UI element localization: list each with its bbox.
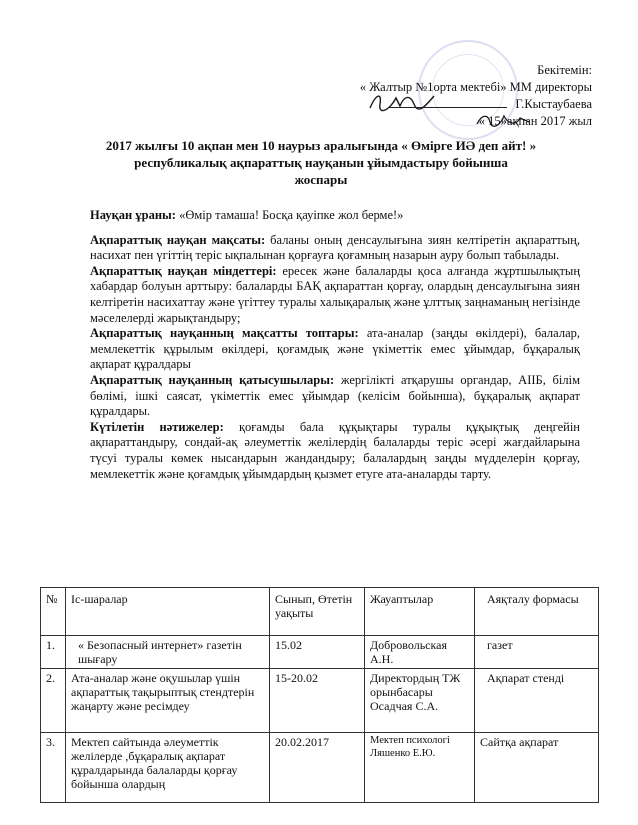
- approval-date: « 15»ақпан 2017 жыл: [478, 113, 592, 128]
- table-row: [41, 669, 599, 733]
- table-row: [41, 636, 599, 669]
- title-line-1: 2017 жылғы 10 ақпан мен 10 наурыз аралығында « Өмірге ИӘ деп айт! »: [105, 138, 537, 153]
- goal-text: баланы оның денсаулығына зиян келтіретін ақпараттың, насихат пен үгіттің теріс ықпалынан қорғауға қоғамның назарын ауру болып табылады.: [90, 232, 580, 263]
- slogan-label: Науқан ұраны:: [90, 208, 176, 222]
- header-date: Сынып, Өтетін уақыты: [270, 588, 365, 636]
- header-responsible: Жауаптылар: [365, 588, 475, 636]
- header-number: №: [41, 588, 66, 636]
- participants-text: жергілікті атқарушы органдар, АІІБ, білім бөлімі, ішкі саясат, үкіметтік емес ұйымдар (келісім бойынша), бұқаралық ақпарат құралдары.: [90, 372, 580, 419]
- target-groups-paragraph: [90, 326, 580, 373]
- cell-form: Ақпарат стенді: [475, 669, 599, 733]
- target-groups-label: Ақпараттық науқанның мақсатты топтары:: [90, 326, 359, 341]
- results-paragraph: [90, 420, 580, 482]
- target-groups-text: ата-аналар (заңды өкілдері), балалар, мемлекеттік құрылым өкілдері, қоғамдық және үкіметтік емес ұйымдар, бұқаралық ақпарат құралдары: [90, 326, 580, 372]
- goal-paragraph: [90, 233, 580, 264]
- cell-responsible: Добровольская А.Н.: [365, 636, 475, 669]
- document-title: [40, 137, 602, 188]
- approval-signature-line: [360, 95, 592, 113]
- plan-table: [40, 587, 599, 803]
- cell-activity: « Безопасный интернет» газетін шығару: [66, 636, 270, 669]
- header-completion-form: Аяқталу формасы: [475, 588, 599, 636]
- cell-form: газет: [475, 636, 599, 669]
- tasks-text: ересек және балаларды қоса алғанда жұртшылықтың хабардар болуын арттыру: балаларды БАҚ ақпараттан қорғау, олардың денсаулығына зиян келтіретін насихаттау және үгіттеу туралы халықаралық және ұлттық заңнаманың негізінде мәселелерді жарықтандыру;: [90, 263, 581, 325]
- cell-date: 15.02: [270, 636, 365, 669]
- campaign-description: [90, 208, 580, 482]
- cell-date: 20.02.2017: [270, 733, 365, 803]
- cell-number: 2.: [41, 669, 66, 733]
- signature-blank: [389, 95, 507, 108]
- director-name: Г.Кыстаубаева: [515, 97, 592, 111]
- goal-label: Ақпараттық науқан мақсаты:: [90, 232, 266, 247]
- approval-heading: Бекітемін:: [537, 63, 592, 77]
- cell-number: 1.: [41, 636, 66, 669]
- participants-label: Ақпараттық науқанның қатысушылары:: [90, 372, 335, 387]
- approval-block: [360, 62, 592, 129]
- slogan-paragraph: [90, 208, 580, 224]
- title-line-2: республикалық ақпараттық науқанын ұйымдастыру бойынша: [134, 155, 508, 170]
- tasks-label: Ақпараттық науқан міндеттері:: [90, 263, 277, 278]
- results-text: қоғамды бала құқықтары туралы құқықтық деңгейін ақпараттандыру, сондай-ақ әлеуметтік желілердің балаларды теріс әсері жағдайларына түсуі туралы көмек нысандарын жандандыру; балалардың заңды мүдделерін қорғау, мемлекеттік және қоғамдық ұйымдардың қызмет етуге ата-аналарды тарту.: [90, 419, 580, 481]
- cell-number: 3.: [41, 733, 66, 803]
- cell-form: Сайтқа ақпарат: [475, 733, 599, 803]
- cell-responsible: Директордың ТЖ орынбасары Осадчая С.А.: [365, 669, 475, 733]
- cell-responsible: Мектеп психологі Ляшенко Е.Ю.: [365, 733, 475, 803]
- results-label: Күтілетін нәтижелер:: [90, 419, 224, 434]
- cell-activity: Ата-аналар және оқушылар үшін ақпараттық тақырыптық стендтерін жаңарту және ресімдеу: [66, 669, 270, 733]
- participants-paragraph: [90, 373, 580, 420]
- cell-date: 15-20.02: [270, 669, 365, 733]
- slogan-text: «Өмір тамаша! Босқа қауіпке жол берме!»: [175, 208, 404, 222]
- title-line-3: жоспары: [294, 172, 348, 187]
- tasks-paragraph: [90, 264, 580, 326]
- header-activities: Іс-шаралар: [66, 588, 270, 636]
- table-header-row: [41, 588, 599, 636]
- cell-activity: Мектеп сайтында әлеуметтік желілерде ,бұқаралық ақпарат құралдарында балаларды қорғау бойынша олардың: [66, 733, 270, 803]
- table-row: [41, 733, 599, 803]
- approval-director-line: « Жалтыр №1орта мектебі» ММ директоры: [359, 79, 592, 94]
